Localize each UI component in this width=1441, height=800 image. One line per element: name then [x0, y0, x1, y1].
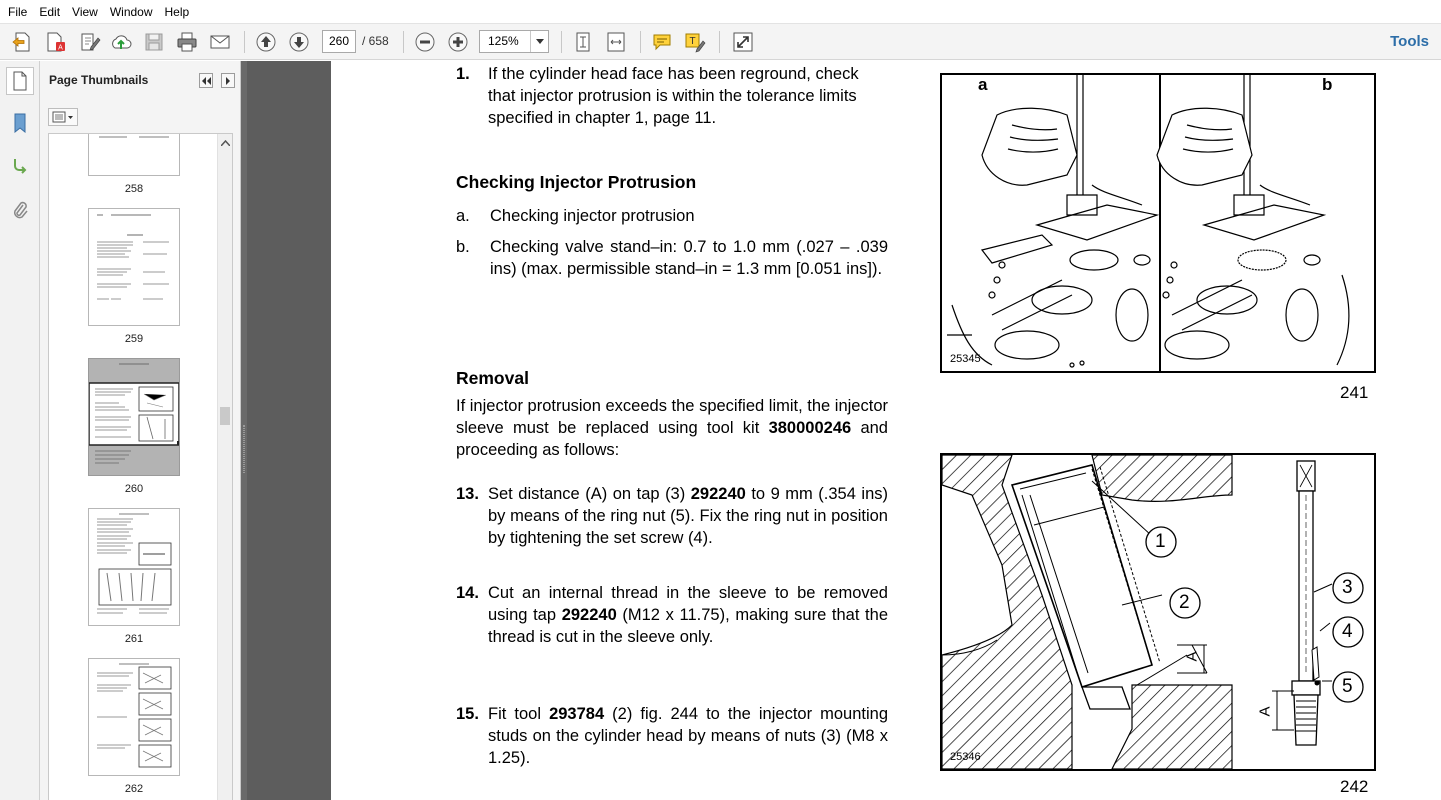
panel-label: b: [1322, 75, 1333, 94]
list-label: b.: [456, 238, 470, 256]
step-number: 14.: [456, 584, 479, 602]
thumbnail-page-262[interactable]: [88, 658, 180, 776]
step-15-text: Fit tool 293784 (2) fig. 244 to the injector mounting studs on the cylinder head by means of nuts (3) (M8 x 1.25).: [488, 705, 889, 767]
step-number: 15.: [456, 705, 479, 723]
next-page-icon[interactable]: [286, 29, 312, 55]
thumbnail-label: 259: [124, 333, 144, 345]
convert-icon[interactable]: [43, 29, 69, 55]
step-number: 13.: [456, 485, 479, 503]
callout-label: 5: [1342, 676, 1353, 697]
document-background: [241, 61, 331, 800]
figure-image-id: 25346: [950, 751, 981, 763]
menu-view[interactable]: View: [72, 4, 98, 19]
menu-bar: [0, 0, 1441, 24]
panel-label: a: [978, 75, 988, 94]
zoom-out-icon[interactable]: [412, 29, 438, 55]
splitter-grip[interactable]: [243, 425, 245, 473]
prev-page-icon[interactable]: [253, 29, 279, 55]
step-13-text: Set distance (A) on tap (3) 292240 to 9 mm (.354 ins) by means of the ring nut (5). Fix the ring nut in position by tightening the set screw (4).: [488, 485, 888, 547]
save-icon[interactable]: [141, 29, 167, 55]
dimension-label: A: [1183, 651, 1201, 662]
menu-file[interactable]: File: [8, 4, 28, 19]
bookmark-icon[interactable]: [6, 109, 34, 137]
figure-number: 241: [1340, 383, 1369, 402]
create-pdf-icon[interactable]: [9, 29, 35, 55]
page-count: / 658: [362, 34, 389, 48]
document-page: [331, 61, 1441, 800]
thumbnail-label: 262: [124, 783, 144, 795]
section-heading: Removal: [456, 368, 529, 388]
page-number-input[interactable]: 260: [322, 30, 356, 53]
step-number: 1.: [456, 65, 470, 83]
dimension-label: A: [1256, 706, 1274, 717]
fullscreen-icon[interactable]: [730, 29, 756, 55]
menu-window[interactable]: Window: [109, 4, 153, 19]
thumbnail-list: [48, 133, 233, 800]
scrollbar-thumb[interactable]: [220, 407, 230, 425]
thumbnail-page-258[interactable]: [88, 133, 180, 176]
svg-text:T: T: [689, 36, 696, 47]
page-thumbnails-panel: [40, 61, 241, 800]
figure-242: [940, 453, 1376, 771]
thumbnail-options-button[interactable]: [48, 108, 78, 126]
print-icon[interactable]: [174, 29, 200, 55]
list-item-a: Checking injector protrusion: [490, 207, 695, 225]
list-label: a.: [456, 207, 470, 225]
zoom-value: 125%: [488, 34, 519, 48]
section-heading: Checking Injector Protrusion: [456, 172, 697, 192]
email-icon[interactable]: [207, 29, 233, 55]
thumbnail-label: 258: [124, 183, 144, 195]
expand-panel-icon[interactable]: [221, 73, 235, 88]
step-1-text: If the cylinder head face has been reground, check that injector protrusion is within the tolerance limits specified in chapter 1, page 11.: [488, 65, 859, 127]
chevron-down-icon[interactable]: [530, 31, 548, 52]
edit-icon[interactable]: [77, 29, 103, 55]
callout-label: 1: [1155, 531, 1166, 552]
menu-edit[interactable]: Edit: [39, 4, 61, 19]
zoom-in-icon[interactable]: [445, 29, 471, 55]
scroll-up-icon: [221, 140, 230, 146]
removal-intro: If injector protrusion exceeds the specified limit, the injector sleeve must be replaced using tool kit 380000246 and proceeding as follows:: [456, 397, 888, 459]
fit-width-icon[interactable]: [603, 29, 629, 55]
thumbnail-page-260[interactable]: [88, 358, 180, 476]
attachment-icon[interactable]: [6, 196, 34, 224]
tools-button[interactable]: Tools: [1390, 33, 1429, 50]
collapse-panel-icon[interactable]: [199, 73, 213, 88]
thumbnail-label: 260: [124, 483, 144, 495]
step-14-text: Cut an internal thread in the sleeve to be removed using tap 292240 (M12 x 11.75), making sure that the thread is cut in the sleeve only.: [488, 584, 888, 646]
callout-label: 4: [1342, 621, 1353, 642]
figure-241: [940, 73, 1376, 373]
upload-icon[interactable]: [108, 29, 134, 55]
zoom-select[interactable]: [479, 30, 549, 53]
thumbnail-page-261[interactable]: [88, 508, 180, 626]
callout-label: 2: [1179, 592, 1190, 613]
figure-image-id: 25345: [950, 353, 981, 365]
highlight-icon[interactable]: [682, 29, 708, 55]
callout-label: 3: [1342, 577, 1353, 598]
menu-help[interactable]: Help: [164, 4, 190, 19]
toolbar: [0, 24, 1441, 60]
thumbnail-scrollbar[interactable]: [217, 134, 232, 800]
figure-number: 242: [1340, 777, 1369, 796]
svg-text:A: A: [58, 44, 63, 52]
thumbnail-label: 261: [124, 633, 144, 645]
injector-protrusion-illustration: [942, 75, 1374, 371]
list-item-b: Checking valve stand–in: 0.7 to 1.0 mm (.027 – .039 ins) (max. permissible stand–in = 1.3 mm [0.051 ins]).: [490, 238, 888, 278]
page-thumbnails-icon[interactable]: [6, 67, 34, 95]
navigation-rail: [0, 61, 40, 800]
thumbnail-page-259[interactable]: [88, 208, 180, 326]
panel-title: Page Thumbnails: [49, 73, 149, 87]
sleeve-tap-illustration: [942, 455, 1374, 769]
layers-icon[interactable]: [6, 152, 34, 180]
fit-page-icon[interactable]: [570, 29, 596, 55]
comment-icon[interactable]: [649, 29, 675, 55]
